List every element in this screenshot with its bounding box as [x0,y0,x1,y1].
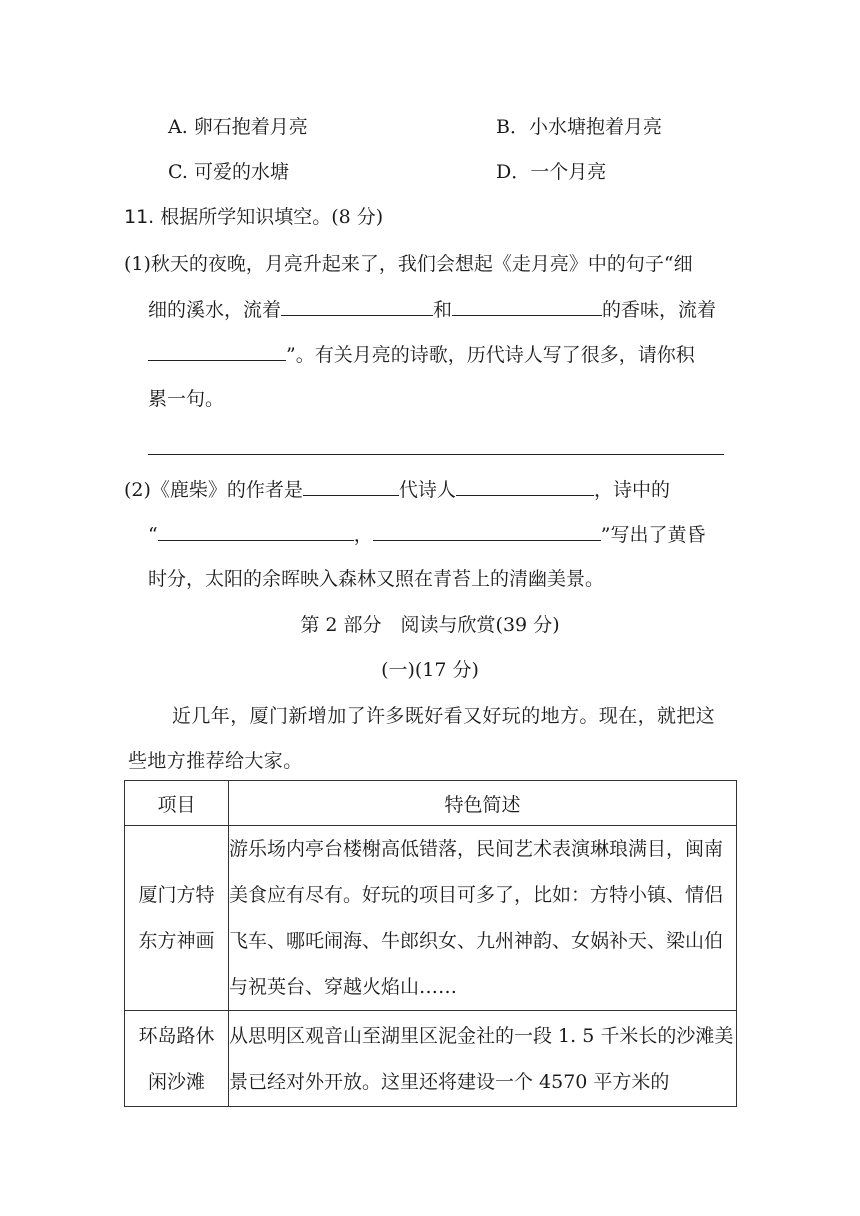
fill-blank-3[interactable] [148,340,286,361]
text-segment: ”写出了黄昏 [600,524,706,546]
fill-blank-dynasty[interactable] [303,475,399,496]
fill-blank-verse-1[interactable] [158,520,354,541]
q11-part1-line3 [148,340,695,369]
item-name-line: 环岛路休 [138,1024,215,1047]
text-segment: 和 [433,299,453,321]
section-title: 第 2 部分 阅读与欣赏(39 分) [300,614,560,636]
option-b: B．小水塘抱着月亮 [496,116,662,138]
q11-part2-line2 [148,520,705,549]
text-segment: 代诗人 [398,479,456,501]
table-row [125,826,737,1011]
option-d: D．一个月亮 [496,161,607,183]
q11-part2-line1 [124,475,670,504]
text-segment: ”。有关月亮的诗歌，历代诗人写了很多，请你积 [286,344,695,366]
description-cell: 游乐场内亭台楼榭高低错落，民间艺术表演琳琅满目，闽南美食应有尽有。好玩的项目可多了，比如：方特小镇、情侣飞车、哪吒闹海、牛郎织女、九州神韵、女娲补天、梁山伯与祝英台、穿越火焰山…… [229,826,737,1011]
item-name-cell [125,826,229,1011]
q11-part2-line3: 时分，太阳的余晖映入森林又照在青苔上的清幽美景。 [148,568,605,590]
text-segment: 的香味，流着 [602,299,717,321]
option-c: C. 可爱的水塘 [168,161,289,183]
intro-line-1: 近几年，厦门新增加了许多既好看又好玩的地方。现在，就把这 [172,705,716,727]
text-segment: “ [148,524,158,546]
text-segment: (2)《鹿柴》的作者是 [124,479,303,501]
question-number: 11. [124,206,155,228]
table-header-row [125,781,737,826]
text-segment: ， [353,524,373,546]
column-header-item: 项目 [125,781,229,826]
q11-part1-line1: (1)秋天的夜晚，月亮升起来了，我们会想起《走月亮》中的句子“细 [124,253,693,275]
item-name-line: 厦门方特 [138,884,215,906]
table-row [125,1011,737,1107]
item-name-line: 闲沙滩 [147,1070,205,1093]
column-header-description: 特色简述 [229,781,737,826]
question-prompt: 根据所学知识填空。(8 分) [160,206,384,228]
fill-blank-verse-2[interactable] [373,520,601,541]
fill-blank-2[interactable] [452,295,602,316]
text-segment: ，诗中的 [593,479,670,501]
features-table [124,780,737,1107]
fill-blank-poet[interactable] [456,475,594,496]
intro-line-2: 些地方推荐给大家。 [128,750,303,772]
q11-part1-line2 [148,295,716,324]
section-subtitle: (一)(17 分) [381,659,479,681]
question-11-header [124,203,383,231]
item-name-line: 东方神画 [138,930,215,952]
option-a: A. 卵石抱着月亮 [168,116,308,138]
item-name-cell [125,1011,229,1107]
fill-blank-1[interactable] [281,295,433,316]
q11-part1-line4: 累一句。 [148,388,225,410]
text-segment: 细的溪水，流着 [148,299,282,321]
poem-answer-line[interactable] [148,430,724,455]
description-cell: 从思明区观音山至湖里区泥金社的一段 1. 5 千米长的沙滩美景已经对外开放。这里还将建设一个 4570 平方米的 [229,1011,737,1107]
